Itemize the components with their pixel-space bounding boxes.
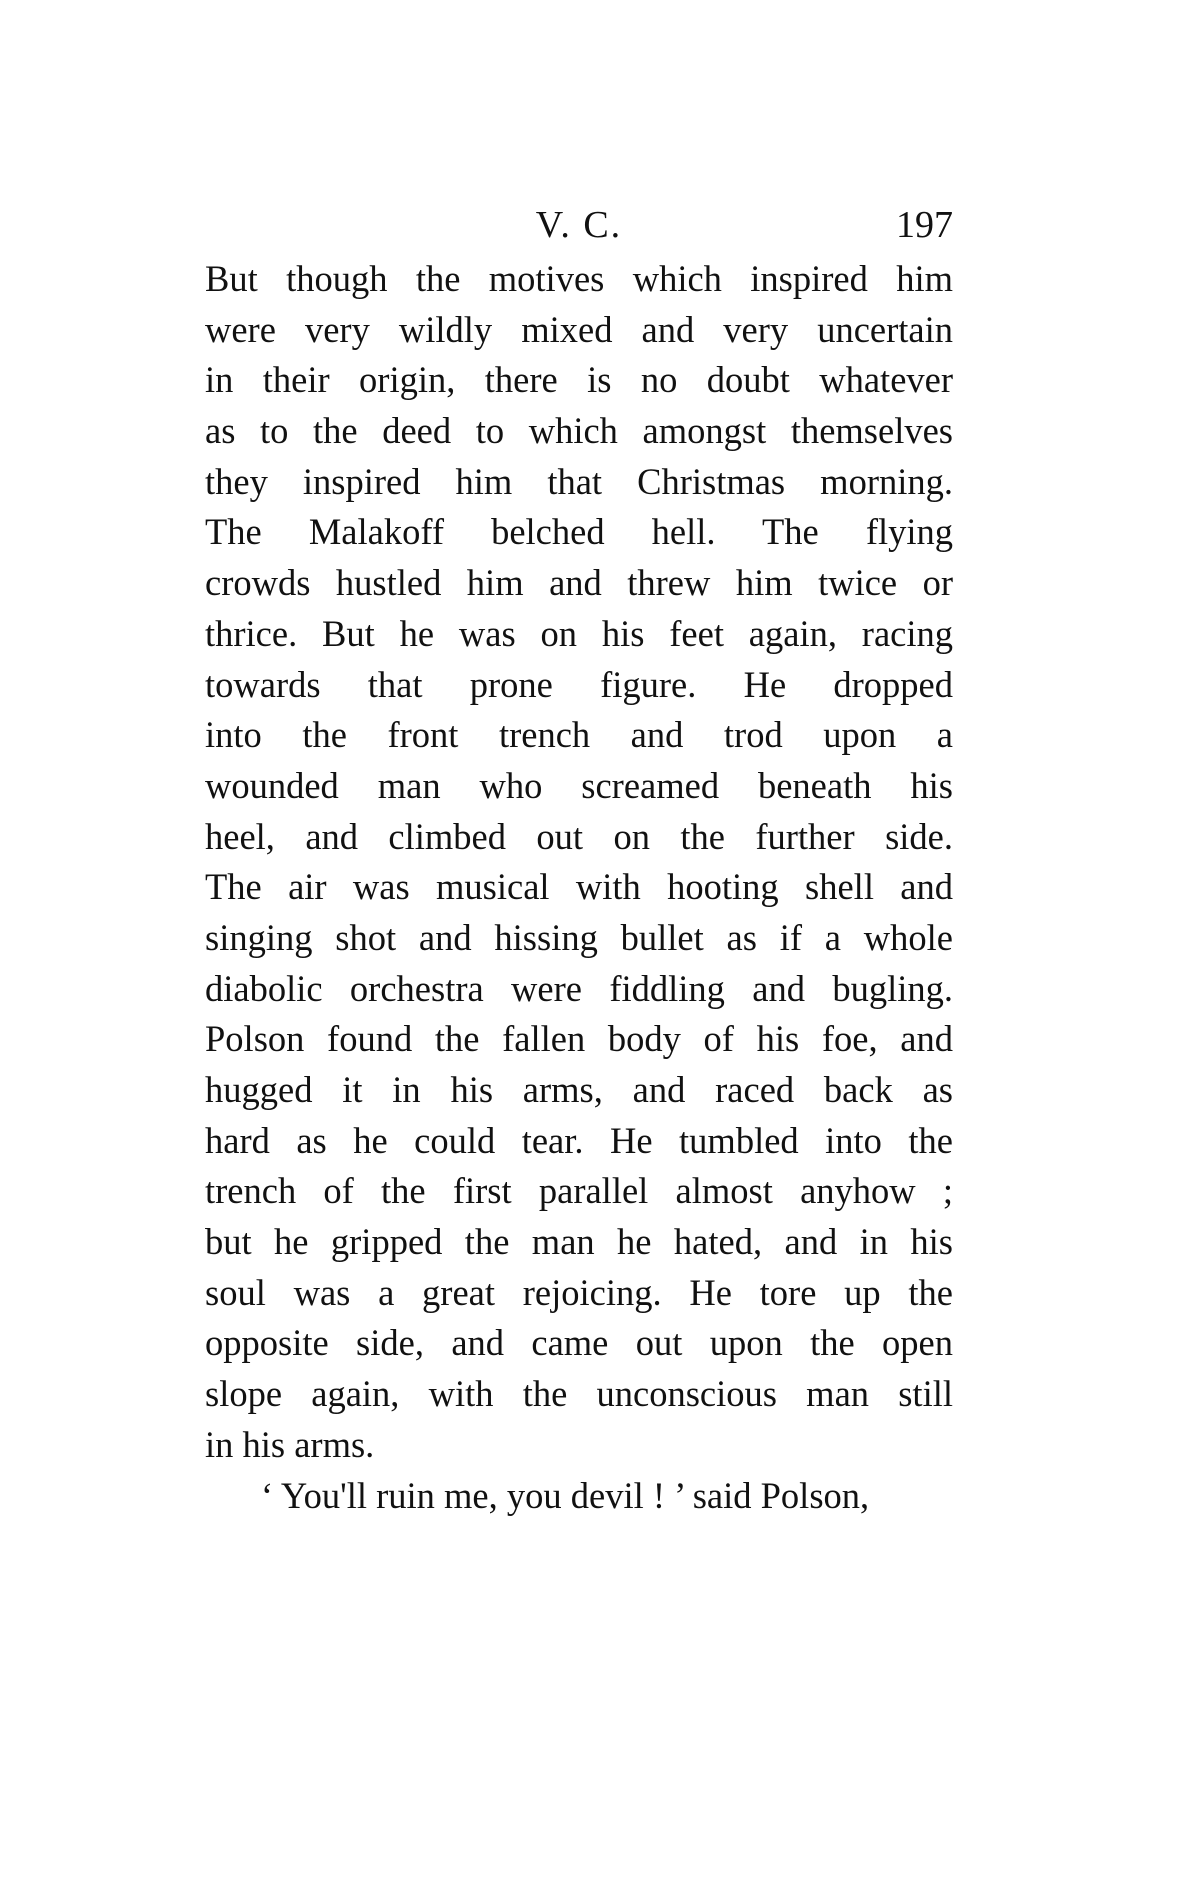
- text-line: crowds hustled him and threw him twice or: [205, 562, 953, 604]
- text-line: hugged it in his arms, and raced back as: [205, 1069, 953, 1110]
- text-line: soul was a great rejoicing. He tore up the: [205, 1271, 953, 1313]
- text-line: opposite side, and came out upon the open: [205, 1322, 953, 1364]
- dialogue-line: ‘ You'll ruin me, you devil ! ’ said Polson,: [261, 1474, 870, 1516]
- text-line: trench of the first parallel almost anyhow ;: [205, 1170, 953, 1212]
- text-line: were very wildly mixed and very uncertain: [205, 308, 953, 350]
- text-line: they inspired him that Christmas morning.: [205, 460, 953, 502]
- text-line: into the front trench and trod upon a: [205, 714, 953, 756]
- text-line: diabolic orchestra were fiddling and bugling.: [205, 967, 953, 1009]
- text-line: But though the motives which inspired him: [205, 258, 953, 299]
- text-line: thrice. But he was on his feet again, racing: [205, 612, 953, 654]
- text-line: heel, and climbed out on the further side.: [205, 815, 953, 857]
- text-line: Polson found the fallen body of his foe, and: [205, 1018, 953, 1060]
- text-line: in their origin, there is no doubt whatever: [205, 359, 953, 401]
- text-line: wounded man who screamed beneath his: [205, 764, 953, 806]
- text-line: The Malakoff belched hell. The flying: [205, 511, 953, 553]
- running-title: V. C.: [535, 204, 623, 246]
- text-line: towards that prone figure. He dropped: [205, 663, 953, 705]
- paragraph-end-line: in his arms.: [205, 1423, 375, 1465]
- text-line: singing shot and hissing bullet as if a whole: [205, 916, 953, 958]
- text-line: slope again, with the unconscious man still: [205, 1373, 953, 1415]
- body-text: [205, 254, 953, 1521]
- page-number: 197: [896, 204, 953, 246]
- text-line: but he gripped the man he hated, and in his: [205, 1221, 953, 1263]
- running-head: [205, 200, 953, 250]
- text-line: hard as he could tear. He tumbled into the: [205, 1119, 953, 1161]
- text-line: as to the deed to which amongst themselves: [205, 410, 953, 452]
- text-line: The air was musical with hooting shell and: [205, 866, 953, 908]
